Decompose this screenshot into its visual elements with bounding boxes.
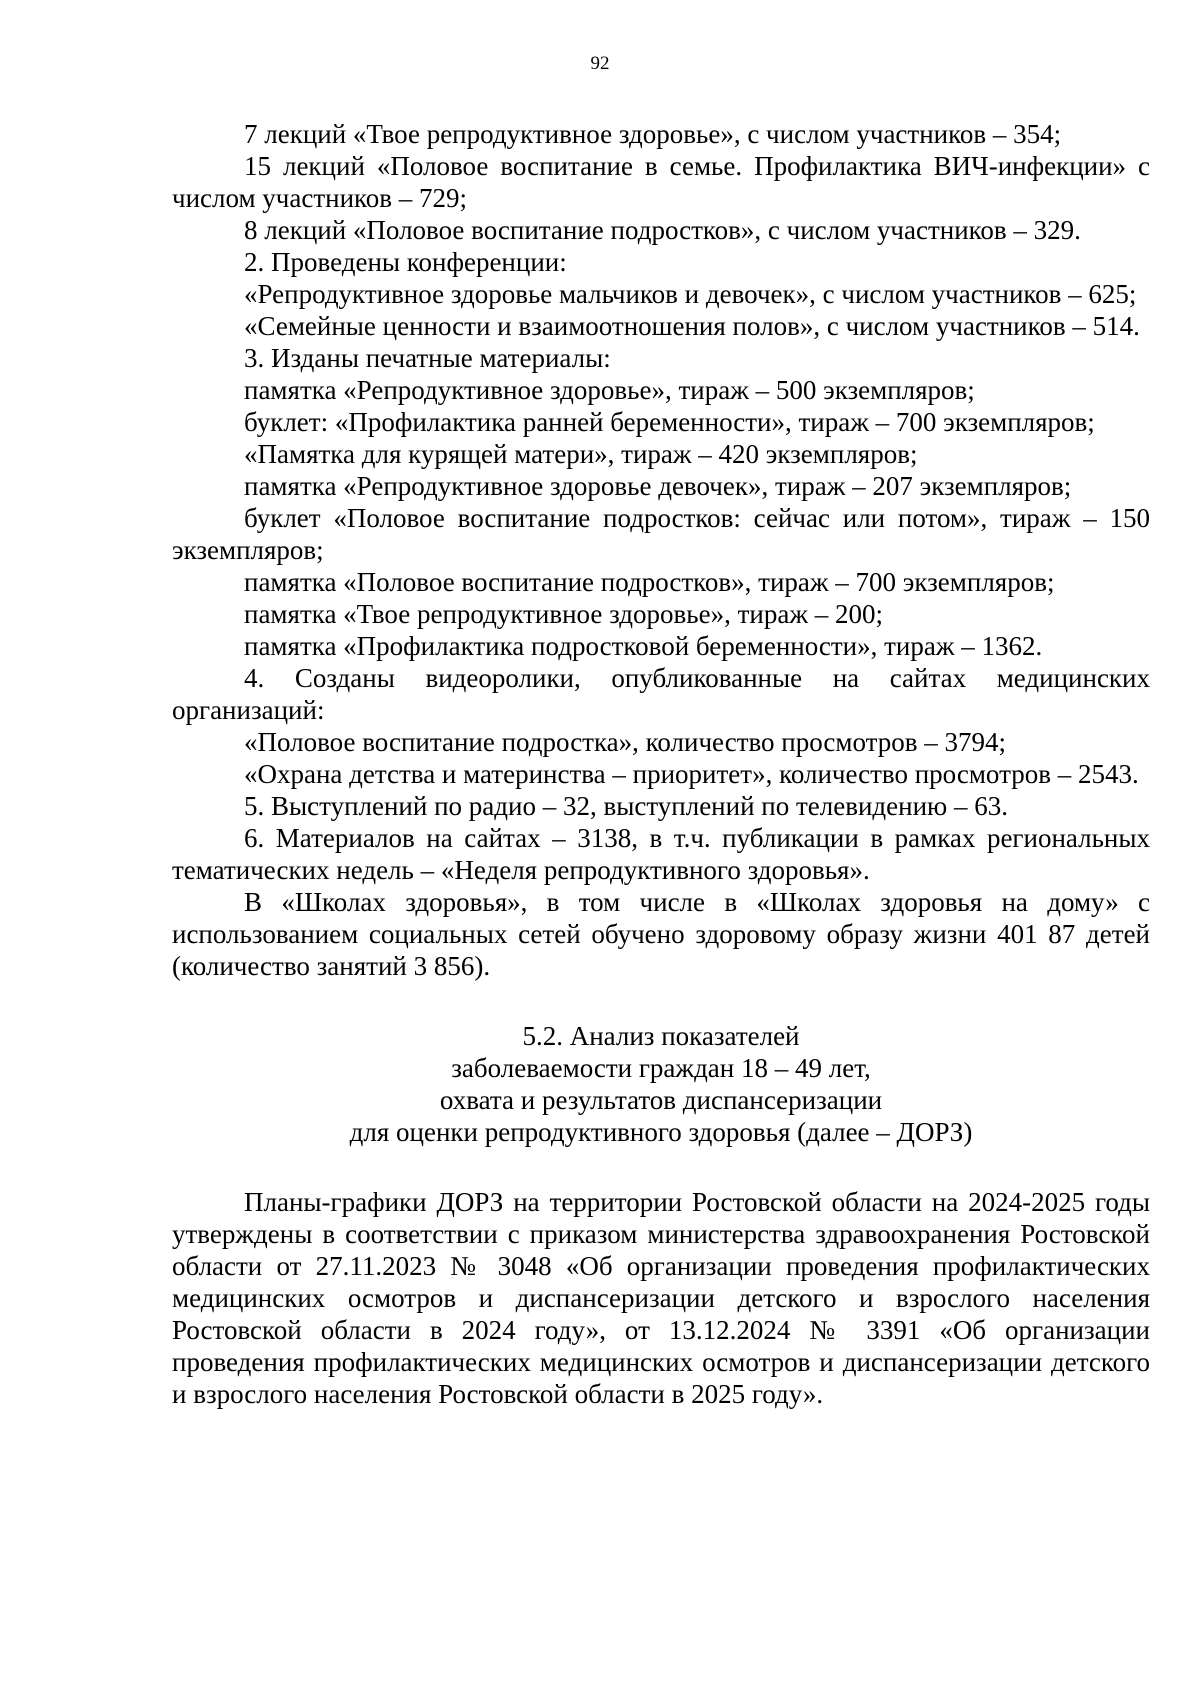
paragraph-health-schools: В «Школах здоровья», в том числе в «Школах здоровья на дому» с использованием социальных сетей обучено здоровому образу жизни 401 87 детей (количество занятий 3 856). (172, 887, 1150, 981)
section-heading-line-3: охвата и результатов диспансеризации (439, 1085, 883, 1115)
paragraph-dorz-plans: Планы-графики ДОРЗ на территории Ростовской области на 2024-2025 годы утверждены в соответствии с приказом министерства здравоохранения Ростовской области от 27.11.2023 № 3048 «Об организации проведения профилактических медицинских осмотров и диспансеризации детского и взрослого населения Ростовской области в 2024 году», от 13.12.2024 № 3391 «Об организации проведения профилактических медицинских осмотров и диспансеризации детского и взрослого населения Ростовской области в 2025 году». (172, 1187, 1150, 1409)
page-number: 92 (590, 53, 610, 74)
paragraph-radio-tv: 5. Выступлений по радио – 32, выступлений по телевидению – 63. (244, 791, 1008, 821)
paragraph-conferences-heading: 2. Проведены конференции: (244, 247, 567, 277)
paragraph-printed-heading: 3. Изданы печатные материалы: (244, 343, 611, 373)
paragraph-lectures-family: 15 лекций «Половое воспитание в семье. Профилактика ВИЧ-инфекции» с числом участников – 729; (172, 151, 1150, 213)
paragraph-videos-heading: 4. Созданы видеоролики, опубликованные на сайтах медицинских организаций: (172, 663, 1150, 725)
section-heading (172, 1020, 1150, 1148)
paragraph-printed-3: «Памятка для курящей матери», тираж – 420 экземпляров; (244, 439, 918, 469)
section-heading-line-1: 5.2. Анализ показателей (522, 1021, 800, 1051)
paragraph-printed-2: буклет: «Профилактика ранней беременности», тираж – 700 экземпляров; (244, 407, 1095, 437)
paragraph-printed-5: буклет «Половое воспитание подростков: сейчас или потом», тираж – 150 экземпляров; (172, 503, 1150, 565)
paragraph-printed-4: памятка «Репродуктивное здоровье девочек», тираж – 207 экземпляров; (244, 471, 1072, 501)
paragraph-conference-1: «Репродуктивное здоровье мальчиков и девочек», с числом участников – 625; (244, 279, 1137, 309)
paragraph-lectures-reproductive: 7 лекций «Твое репродуктивное здоровье», с числом участников – 354; (244, 119, 1062, 149)
paragraph-printed-7: памятка «Твое репродуктивное здоровье», тираж – 200; (244, 599, 883, 629)
paragraph-video-1: «Половое воспитание подростка», количество просмотров – 3794; (244, 727, 1007, 757)
paragraph-conference-2: «Семейные ценности и взаимоотношения полов», с числом участников – 514. (244, 311, 1140, 341)
spacer (172, 1148, 1150, 1186)
section-heading-line-2: заболеваемости граждан 18 – 49 лет, (451, 1053, 871, 1083)
paragraph-video-2: «Охрана детства и материнства – приоритет», количество просмотров – 2543. (244, 759, 1139, 789)
paragraph-printed-8: памятка «Профилактика подростковой беременности», тираж – 1362. (244, 631, 1043, 661)
paragraph-lectures-teens: 8 лекций «Половое воспитание подростков», с числом участников – 329. (244, 215, 1081, 245)
document-body (172, 118, 1150, 1410)
paragraph-printed-1: памятка «Репродуктивное здоровье», тираж – 500 экземпляров; (244, 375, 975, 405)
section-heading-line-4: для оценки репродуктивного здоровья (далее – ДОРЗ) (349, 1117, 973, 1147)
paragraph-printed-6: памятка «Половое воспитание подростков», тираж – 700 экземпляров; (244, 567, 1055, 597)
paragraph-websites: 6. Материалов на сайтах – 3138, в т.ч. публикации в рамках региональных тематических недель – «Неделя репродуктивного здоровья». (172, 823, 1150, 885)
